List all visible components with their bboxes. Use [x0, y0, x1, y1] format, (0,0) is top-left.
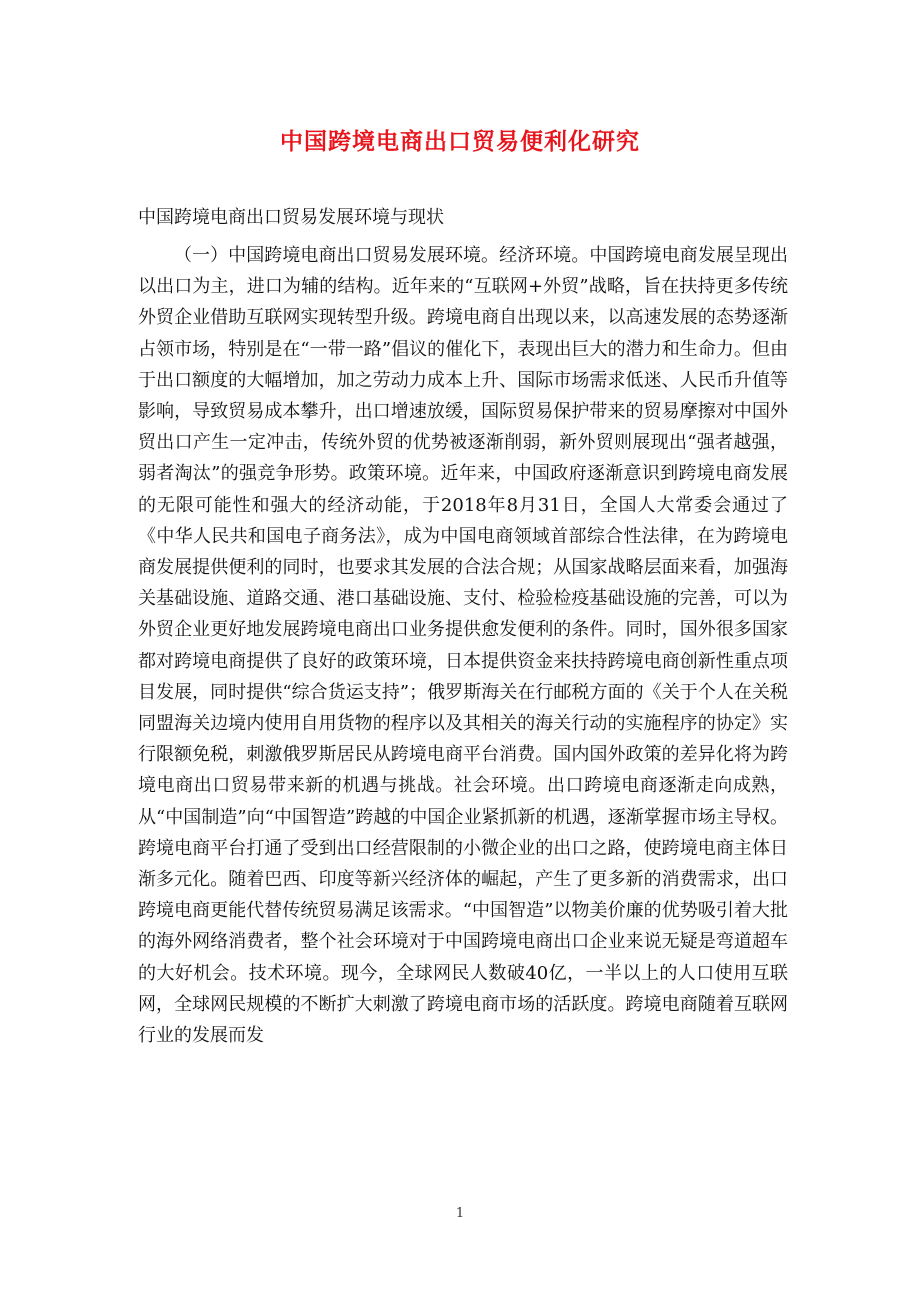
document-title: 中国跨境电商出口贸易便利化研究: [280, 128, 640, 155]
section-heading: 中国跨境电商出口贸易发展环境与现状: [138, 207, 444, 228]
body-paragraph: （一）中国跨境电商出口贸易发展环境。经济环境。中国跨境电商发展呈现出以出口为主，进口为辅的结构。近年来的“互联网+外贸”战略，旨在扶持更多传统外贸企业借助互联网实现转型升级。跨境电商自出现以来，以高速发展的态势逐渐占领市场，特别是在“一带一路”倡议的催化下，表现出巨大的潜力和生命力。但由于出口额度的大幅增加，加之劳动力成本上升、国际市场需求低迷、人民币升值等影响，导致贸易成本攀升，出口增速放缓，国际贸易保护带来的贸易摩擦对中国外贸出口产生一定冲击，传统外贸的优势被逐渐削弱，新外贸则展现出“强者越强，弱者淘汰”的强竞争形势。政策环境。近年来，中国政府逐渐意识到跨境电商发展的无限可能性和强大的经济动能，于2018年8月31日，全国人大常委会通过了《中华人民共和国电子商务法》，成为中国电商领域首部综合性法律，在为跨境电商发展提供便利的同时，也要求其发展的合法合规；从国家战略层面来看，加强海关基础设施、道路交通、港口基础设施、支付、检验检疫基础设施的完善，可以为外贸企业更好地发展跨境电商出口业务提供愈发便利的条件。同时，国外很多国家都对跨境电商提供了良好的政策环境，日本提供资金来扶持跨境电商创新性重点项目发展，同时提供“综合货运支持”；俄罗斯海关在行邮税方面的《关于个人在关税同盟海关边境内使用自用货物的程序以及其相关的海关行动的实施程序的协定》实行限额免税，刺激俄罗斯居民从跨境电商平台消费。国内国外政策的差异化将为跨境电商出口贸易带来新的机遇与挑战。社会环境。出口跨境电商逐渐走向成熟，从“中国制造”向“中国智造”跨越的中国企业紧抓新的机遇，逐渐掌握市场主导权。跨境电商平台打通了受到出口经营限制的小微企业的出口之路，使跨境电商主体日渐多元化。随着巴西、印度等新兴经济体的崛起，产生了更多新的消费需求，出口跨境电商更能代替传统贸易满足该需求。“中国智造”以物美价廉的优势吸引着大批的海外网络消费者，整个社会环境对于中国跨境电商出口企业来说无疑是弯道超车的大好机会。技术环境。现今，全球网民人数破40亿，一半以上的人口使用互联网，全球网民规模的不断扩大刺激了跨境电商市场的活跃度。跨境电商随着互联网行业的发展而发: [138, 245, 788, 1047]
page-number: 1: [455, 1206, 465, 1221]
